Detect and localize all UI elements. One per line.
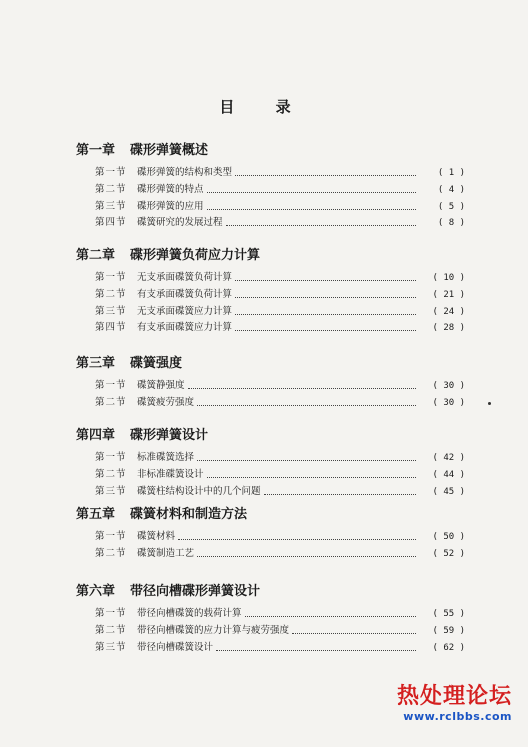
- dot-leader: [235, 313, 416, 315]
- watermark-url: www.rclbbs.com: [403, 710, 512, 723]
- page-number: ( 10 ): [432, 273, 465, 283]
- section-number: 第一节: [95, 272, 127, 283]
- dot-leader: [207, 191, 416, 193]
- section-title: 非标准碟簧设计: [137, 468, 204, 480]
- page-number: ( 30 ): [432, 397, 465, 408]
- dot-leader: [178, 538, 416, 540]
- toc-entry: [95, 623, 465, 639]
- dot-leader: [235, 329, 416, 331]
- chapter-number: 第六章: [76, 584, 116, 599]
- section-title: 碟簧制造工艺: [137, 547, 195, 559]
- dot-leader: [235, 296, 416, 298]
- section-number: 第三节: [95, 305, 127, 317]
- dot-leader: [216, 649, 416, 651]
- section-title: 碟形弹簧的结构和类型: [137, 167, 233, 178]
- toc-entry: [95, 546, 465, 562]
- toc-entry: [95, 450, 465, 466]
- chapter-number: 第三章: [76, 356, 116, 371]
- section-title: 有支承面碟簧应力计算: [137, 322, 233, 334]
- section-title: 带径向槽碟簧的应力计算与疲劳强度: [137, 624, 290, 636]
- page-number: ( 59 ): [432, 625, 465, 636]
- chapter-title: 带径向槽碟形弹簧设计: [130, 584, 261, 599]
- chapter-heading: [76, 352, 182, 372]
- chapter-title: 碟簧强度: [130, 356, 183, 371]
- section-number: 第一节: [95, 608, 127, 619]
- toc-entry: [95, 270, 465, 286]
- chapter-number: 第一章: [76, 143, 116, 158]
- dot-leader: [226, 224, 416, 226]
- section-number: 第二节: [95, 468, 127, 480]
- section-number: 第四节: [95, 217, 127, 229]
- toc-entry: [95, 467, 465, 483]
- dot-leader: [197, 555, 416, 557]
- toc-entry: [95, 215, 465, 231]
- page-number: ( 30 ): [432, 381, 465, 391]
- toc-entry: [95, 304, 465, 320]
- section-number: 第四节: [95, 322, 127, 334]
- toc-entry: [95, 395, 465, 411]
- chapter-number: 第四章: [76, 428, 116, 443]
- section-number: 第一节: [95, 380, 127, 391]
- dot-leader: [292, 632, 416, 634]
- section-title: 标准碟簧选择: [137, 452, 195, 463]
- chapter-heading: [76, 580, 260, 600]
- page-number: ( 50 ): [432, 532, 465, 542]
- section-number: 第一节: [95, 167, 127, 178]
- dot-leader: [235, 279, 416, 281]
- section-title: 带径向槽碟簧设计: [137, 641, 214, 653]
- chapter-title: 碟形弹簧概述: [130, 143, 209, 158]
- section-title: 碟形弹簧的特点: [137, 183, 204, 195]
- chapter-heading: [76, 424, 208, 444]
- toc-entry: [95, 484, 465, 500]
- section-number: 第二节: [95, 624, 127, 636]
- dot-leader: [197, 404, 416, 406]
- page-number: ( 44 ): [432, 469, 465, 480]
- page-title: 目 录: [219, 98, 309, 116]
- page-number: ( 24 ): [432, 306, 465, 317]
- chapter-heading: [76, 503, 247, 523]
- dot-leader: [235, 174, 416, 176]
- toc-entry: [95, 182, 465, 198]
- section-number: 第三节: [95, 485, 127, 497]
- dot-leader: [207, 208, 416, 210]
- chapter-title: 碟簧材料和制造方法: [130, 507, 248, 522]
- page-number: ( 4 ): [437, 184, 465, 195]
- toc-entry: [95, 529, 465, 545]
- toc-entry: [95, 165, 465, 181]
- section-number: 第二节: [95, 547, 127, 559]
- dot-leader: [264, 493, 416, 495]
- page-number: ( 8 ): [437, 218, 465, 229]
- page-number: ( 21 ): [432, 289, 465, 300]
- page-number: ( 62 ): [432, 642, 465, 653]
- watermark-stamp: [394, 679, 512, 737]
- page-number: ( 45 ): [432, 486, 465, 497]
- section-number: 第二节: [95, 396, 127, 408]
- toc-entry: [95, 378, 465, 394]
- page-number: ( 5 ): [437, 201, 465, 212]
- page-number: ( 1 ): [437, 168, 465, 178]
- toc-entry: [95, 287, 465, 303]
- section-title: 有支承面碟簧负荷计算: [137, 288, 233, 300]
- section-title: 碟簧静强度: [137, 380, 185, 391]
- page-number: ( 42 ): [432, 453, 465, 463]
- section-title: 碟簧研究的发展过程: [137, 217, 223, 229]
- dot-leader: [207, 476, 416, 478]
- page-number: ( 52 ): [432, 548, 465, 559]
- section-title: 碟簧材料: [137, 531, 176, 542]
- chapter-title: 碟形弹簧负荷应力计算: [130, 248, 261, 263]
- toc-entry: [95, 640, 465, 656]
- section-number: 第三节: [95, 200, 127, 212]
- section-title: 无支承面碟簧应力计算: [137, 305, 233, 317]
- dot-leader: [188, 387, 416, 389]
- section-title: 无支承面碟簧负荷计算: [137, 272, 233, 283]
- section-title: 碟形弹簧的应用: [137, 200, 204, 212]
- toc-entry: [95, 606, 465, 622]
- chapter-heading: [76, 244, 260, 264]
- section-number: 第二节: [95, 183, 127, 195]
- chapter-heading: [76, 139, 208, 159]
- section-number: 第一节: [95, 531, 127, 542]
- section-title: 带径向槽碟簧的载荷计算: [137, 608, 242, 619]
- chapter-title: 碟形弹簧设计: [130, 428, 209, 443]
- chapter-number: 第五章: [76, 507, 116, 522]
- page-number: ( 55 ): [432, 609, 465, 619]
- section-number: 第一节: [95, 452, 127, 463]
- section-number: 第三节: [95, 641, 127, 653]
- section-title: 碟簧疲劳强度: [137, 396, 195, 408]
- scan-speck: [488, 402, 491, 405]
- dot-leader: [197, 459, 416, 461]
- page-number: ( 28 ): [432, 323, 465, 334]
- dot-leader: [245, 615, 416, 617]
- watermark-title: 热处理论坛: [396, 684, 512, 709]
- toc-entry: [95, 320, 465, 336]
- chapter-number: 第二章: [76, 248, 116, 263]
- toc-entry: [95, 199, 465, 215]
- section-number: 第二节: [95, 288, 127, 300]
- section-title: 碟簧柱结构设计中的几个问题: [137, 485, 261, 497]
